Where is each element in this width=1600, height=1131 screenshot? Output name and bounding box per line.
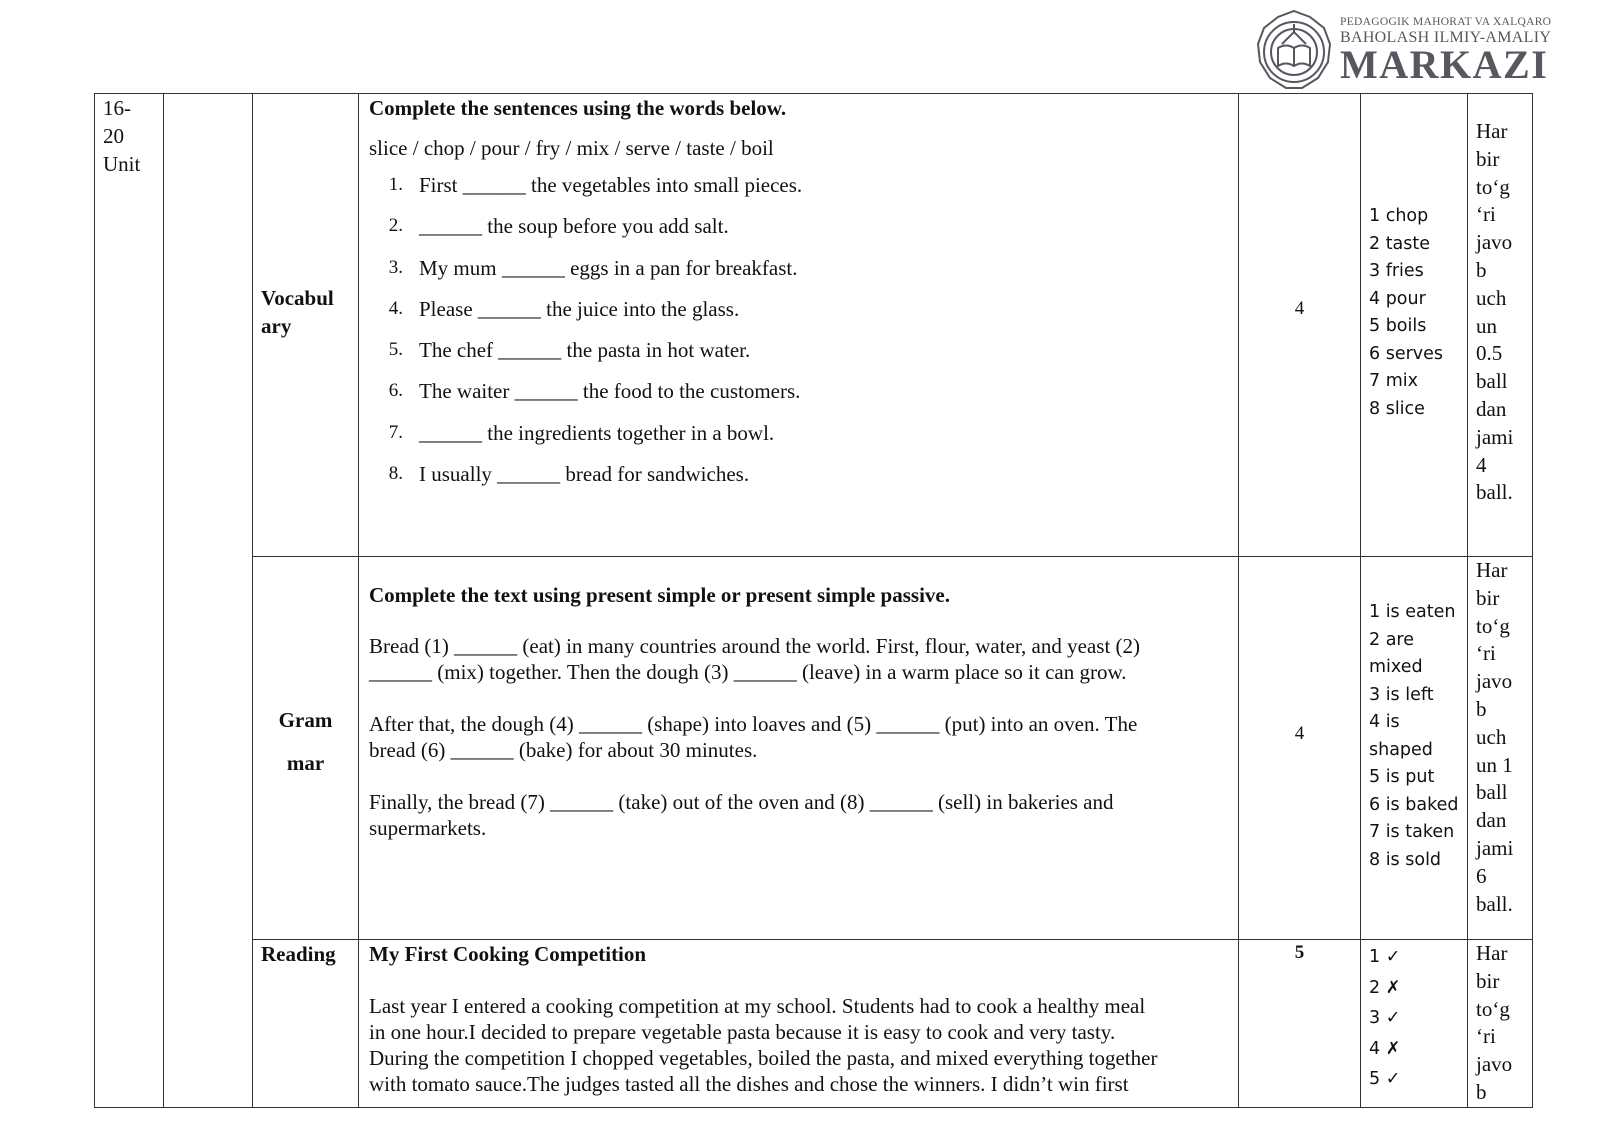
reading-row bbox=[95, 940, 1533, 1108]
reading-line: During the competition I chopped vegetables, boiled the pasta, and mixed everything together bbox=[369, 1046, 1158, 1070]
note-line: to‘g bbox=[1476, 613, 1510, 638]
paragraph-line: bread (6) ______ (bake) for about 30 minutes. bbox=[369, 738, 758, 762]
note-line: bir bbox=[1476, 146, 1500, 171]
item-number: 4. bbox=[388, 297, 403, 319]
note-line: to‘g bbox=[1476, 174, 1510, 199]
grammar-paragraph bbox=[369, 711, 1228, 763]
grammar-answers-cell bbox=[1361, 557, 1468, 940]
answer-line: 7 mix bbox=[1369, 371, 1418, 391]
vocabulary-label-cell bbox=[253, 94, 359, 557]
unit-line: 20 bbox=[103, 124, 124, 148]
list-item bbox=[369, 420, 1228, 461]
note-line: ‘ri bbox=[1476, 641, 1496, 666]
grammar-instruction: Complete the text using present simple or present simple passive. bbox=[369, 583, 950, 607]
item-number: 2. bbox=[388, 215, 403, 237]
answer-line: shaped bbox=[1369, 739, 1433, 760]
item-text: ______ the ingredients together in a bowl. bbox=[419, 420, 775, 445]
list-item bbox=[369, 296, 1228, 337]
grammar-row bbox=[95, 557, 1533, 940]
answer-line: 3 is left bbox=[1369, 684, 1434, 705]
section-label-line: Vocabul bbox=[261, 286, 334, 310]
answer-line: 7 is taken bbox=[1369, 822, 1455, 842]
grammar-points-cell bbox=[1239, 557, 1361, 940]
answer-line: 5 is put bbox=[1369, 767, 1435, 787]
answer-line: 4 pour bbox=[1369, 288, 1426, 309]
paragraph-line: Finally, the bread (7) ______ (take) out of the oven and (8) ______ (sell) in bakeries and bbox=[369, 790, 1114, 814]
grammar-content-cell bbox=[359, 557, 1239, 940]
reading-text bbox=[369, 993, 1228, 1097]
answer-line: 3 fries bbox=[1369, 261, 1424, 281]
reading-answers-cell bbox=[1361, 940, 1468, 1108]
note-line: un bbox=[1476, 313, 1497, 338]
note-line: ‘ri bbox=[1476, 202, 1496, 227]
answer-line: 8 is sold bbox=[1369, 849, 1442, 870]
note-line: dan bbox=[1476, 808, 1507, 833]
note-line: to‘g bbox=[1476, 996, 1510, 1021]
answer-line: 4 is bbox=[1369, 712, 1400, 732]
item-number: 8. bbox=[388, 463, 403, 485]
answer-line: 3 ✓ bbox=[1369, 1008, 1401, 1028]
unit-line: 16- bbox=[103, 96, 131, 120]
answer-line: 1 chop bbox=[1369, 206, 1429, 226]
item-text: Please ______ the juice into the glass. bbox=[419, 296, 740, 321]
note-line: ball. bbox=[1476, 480, 1513, 505]
answer-line: 5 ✓ bbox=[1369, 1069, 1401, 1089]
reading-title: My First Cooking Competition bbox=[369, 942, 647, 966]
answer-line: mixed bbox=[1369, 657, 1423, 677]
item-number: 6. bbox=[388, 380, 403, 402]
paragraph-line: ______ (mix) together. Then the dough (3) ______ (leave) in a warm place so it can grow. bbox=[369, 660, 1127, 684]
logo-line-3: MARKAZI bbox=[1340, 42, 1549, 87]
note-line: javo bbox=[1476, 230, 1513, 255]
paragraph-line: After that, the dough (4) ______ (shape) into loaves and (5) ______ (put) into an oven. The bbox=[369, 712, 1138, 736]
note-line: ‘ri bbox=[1476, 1024, 1496, 1049]
note-line: 6 bbox=[1476, 863, 1487, 888]
note-line: 4 bbox=[1476, 452, 1487, 477]
item-number: 5. bbox=[388, 339, 403, 361]
section-label-line: Gram bbox=[278, 708, 333, 732]
reading-scoring-note-cell bbox=[1468, 940, 1533, 1108]
list-item bbox=[369, 337, 1228, 378]
note-line: jami bbox=[1476, 835, 1514, 860]
answer-line: 4 ✗ bbox=[1369, 1038, 1401, 1059]
grammar-label-cell bbox=[253, 557, 359, 940]
points-value: 5 bbox=[1294, 942, 1305, 963]
note-line: ball bbox=[1476, 780, 1508, 805]
vocabulary-answers-cell bbox=[1361, 94, 1468, 557]
note-line: bir bbox=[1476, 968, 1500, 993]
note-line: b bbox=[1476, 696, 1487, 721]
vocabulary-instruction: Complete the sentences using the words below. bbox=[369, 96, 787, 120]
reading-line: Last year I entered a cooking competition at my school. Students had to cook a healthy meal bbox=[369, 994, 1146, 1018]
points-value: 4 bbox=[1294, 298, 1305, 319]
vocabulary-content-cell bbox=[359, 94, 1239, 557]
list-item bbox=[369, 461, 1228, 502]
list-item bbox=[369, 378, 1228, 419]
note-line: ball. bbox=[1476, 891, 1513, 916]
answer-line: 8 slice bbox=[1369, 398, 1425, 419]
section-label-line: mar bbox=[286, 751, 325, 775]
note-line: ball bbox=[1476, 369, 1508, 394]
answer-line: 1 ✓ bbox=[1369, 947, 1401, 967]
note-line: bir bbox=[1476, 585, 1500, 610]
answer-line: 2 are bbox=[1369, 629, 1414, 650]
list-item bbox=[369, 172, 1228, 213]
unit-cell bbox=[95, 94, 164, 1108]
item-text: I usually ______ bread for sandwiches. bbox=[419, 462, 750, 487]
item-text: ______ the soup before you add salt. bbox=[419, 214, 729, 239]
answer-line: 2 ✗ bbox=[1369, 977, 1401, 998]
vocabulary-row bbox=[95, 94, 1533, 557]
points-value: 4 bbox=[1294, 723, 1305, 744]
note-line: uch bbox=[1476, 724, 1507, 749]
exam-table bbox=[94, 93, 1533, 1108]
note-line: 0.5 bbox=[1476, 341, 1503, 366]
grammar-paragraph bbox=[369, 789, 1228, 841]
note-line: Har bbox=[1476, 941, 1508, 965]
vocabulary-points-cell bbox=[1239, 94, 1361, 557]
grammar-paragraph bbox=[369, 633, 1228, 685]
empty-cell bbox=[164, 94, 253, 1108]
item-number: 1. bbox=[388, 174, 403, 195]
logo-line-1: PEDAGOGIK MAHORAT VA XALQARO bbox=[1340, 16, 1552, 28]
logo-text bbox=[1340, 16, 1570, 87]
answer-line: 5 boils bbox=[1369, 316, 1427, 336]
section-label-line: ary bbox=[261, 314, 292, 338]
item-text: My mum ______ eggs in a pan for breakfast. bbox=[419, 255, 798, 280]
note-line: javo bbox=[1476, 1052, 1513, 1077]
note-line: Har bbox=[1476, 558, 1508, 582]
answer-line: 6 is baked bbox=[1369, 794, 1459, 815]
answer-line: 1 is eaten bbox=[1369, 602, 1456, 622]
grammar-scoring-note-cell bbox=[1468, 557, 1533, 940]
note-line: b bbox=[1476, 1079, 1487, 1104]
word-bank: slice / chop / pour / fry / mix / serve / taste / boil bbox=[369, 136, 774, 160]
paragraph-line: supermarkets. bbox=[369, 816, 487, 840]
answer-line: 2 taste bbox=[1369, 233, 1431, 254]
note-line: javo bbox=[1476, 669, 1513, 694]
item-text: The waiter ______ the food to the customers. bbox=[419, 379, 801, 404]
book-shield-emblem-icon bbox=[1252, 8, 1336, 92]
list-item bbox=[369, 255, 1228, 296]
item-text: The chef ______ the pasta in hot water. bbox=[419, 338, 751, 363]
item-number: 3. bbox=[388, 256, 403, 278]
reading-label-cell bbox=[253, 940, 359, 1108]
item-number: 7. bbox=[388, 421, 403, 443]
answer-line: 6 serves bbox=[1369, 343, 1444, 364]
reading-line: in one hour.I decided to prepare vegetable pasta because it is easy to cook and very tasty. bbox=[369, 1020, 1116, 1044]
logo bbox=[1252, 8, 1568, 92]
note-line: un 1 bbox=[1476, 752, 1513, 777]
vocabulary-scoring-note-cell bbox=[1468, 94, 1533, 557]
list-item bbox=[369, 213, 1228, 254]
logo-line-2: BAHOLASH ILMIY-AMALIY bbox=[1340, 29, 1552, 46]
reading-points-cell bbox=[1239, 940, 1361, 1108]
vocabulary-items bbox=[369, 172, 1228, 502]
paragraph-line: Bread (1) ______ (eat) in many countries around the world. First, flour, water, and yeast (2) bbox=[369, 634, 1141, 658]
reading-content-cell bbox=[359, 940, 1239, 1108]
note-line: b bbox=[1476, 257, 1487, 282]
note-line: dan bbox=[1476, 396, 1507, 421]
note-line: uch bbox=[1476, 285, 1507, 310]
note-line: jami bbox=[1476, 424, 1514, 449]
note-line: Har bbox=[1476, 119, 1508, 143]
item-text: First ______ the vegetables into small pieces. bbox=[419, 173, 803, 197]
unit-line: Unit bbox=[103, 152, 141, 176]
reading-line: with tomato sauce.The judges tasted all the dishes and chose the winners. I didn’t win first bbox=[369, 1072, 1129, 1096]
section-label-line: Reading bbox=[261, 942, 336, 966]
